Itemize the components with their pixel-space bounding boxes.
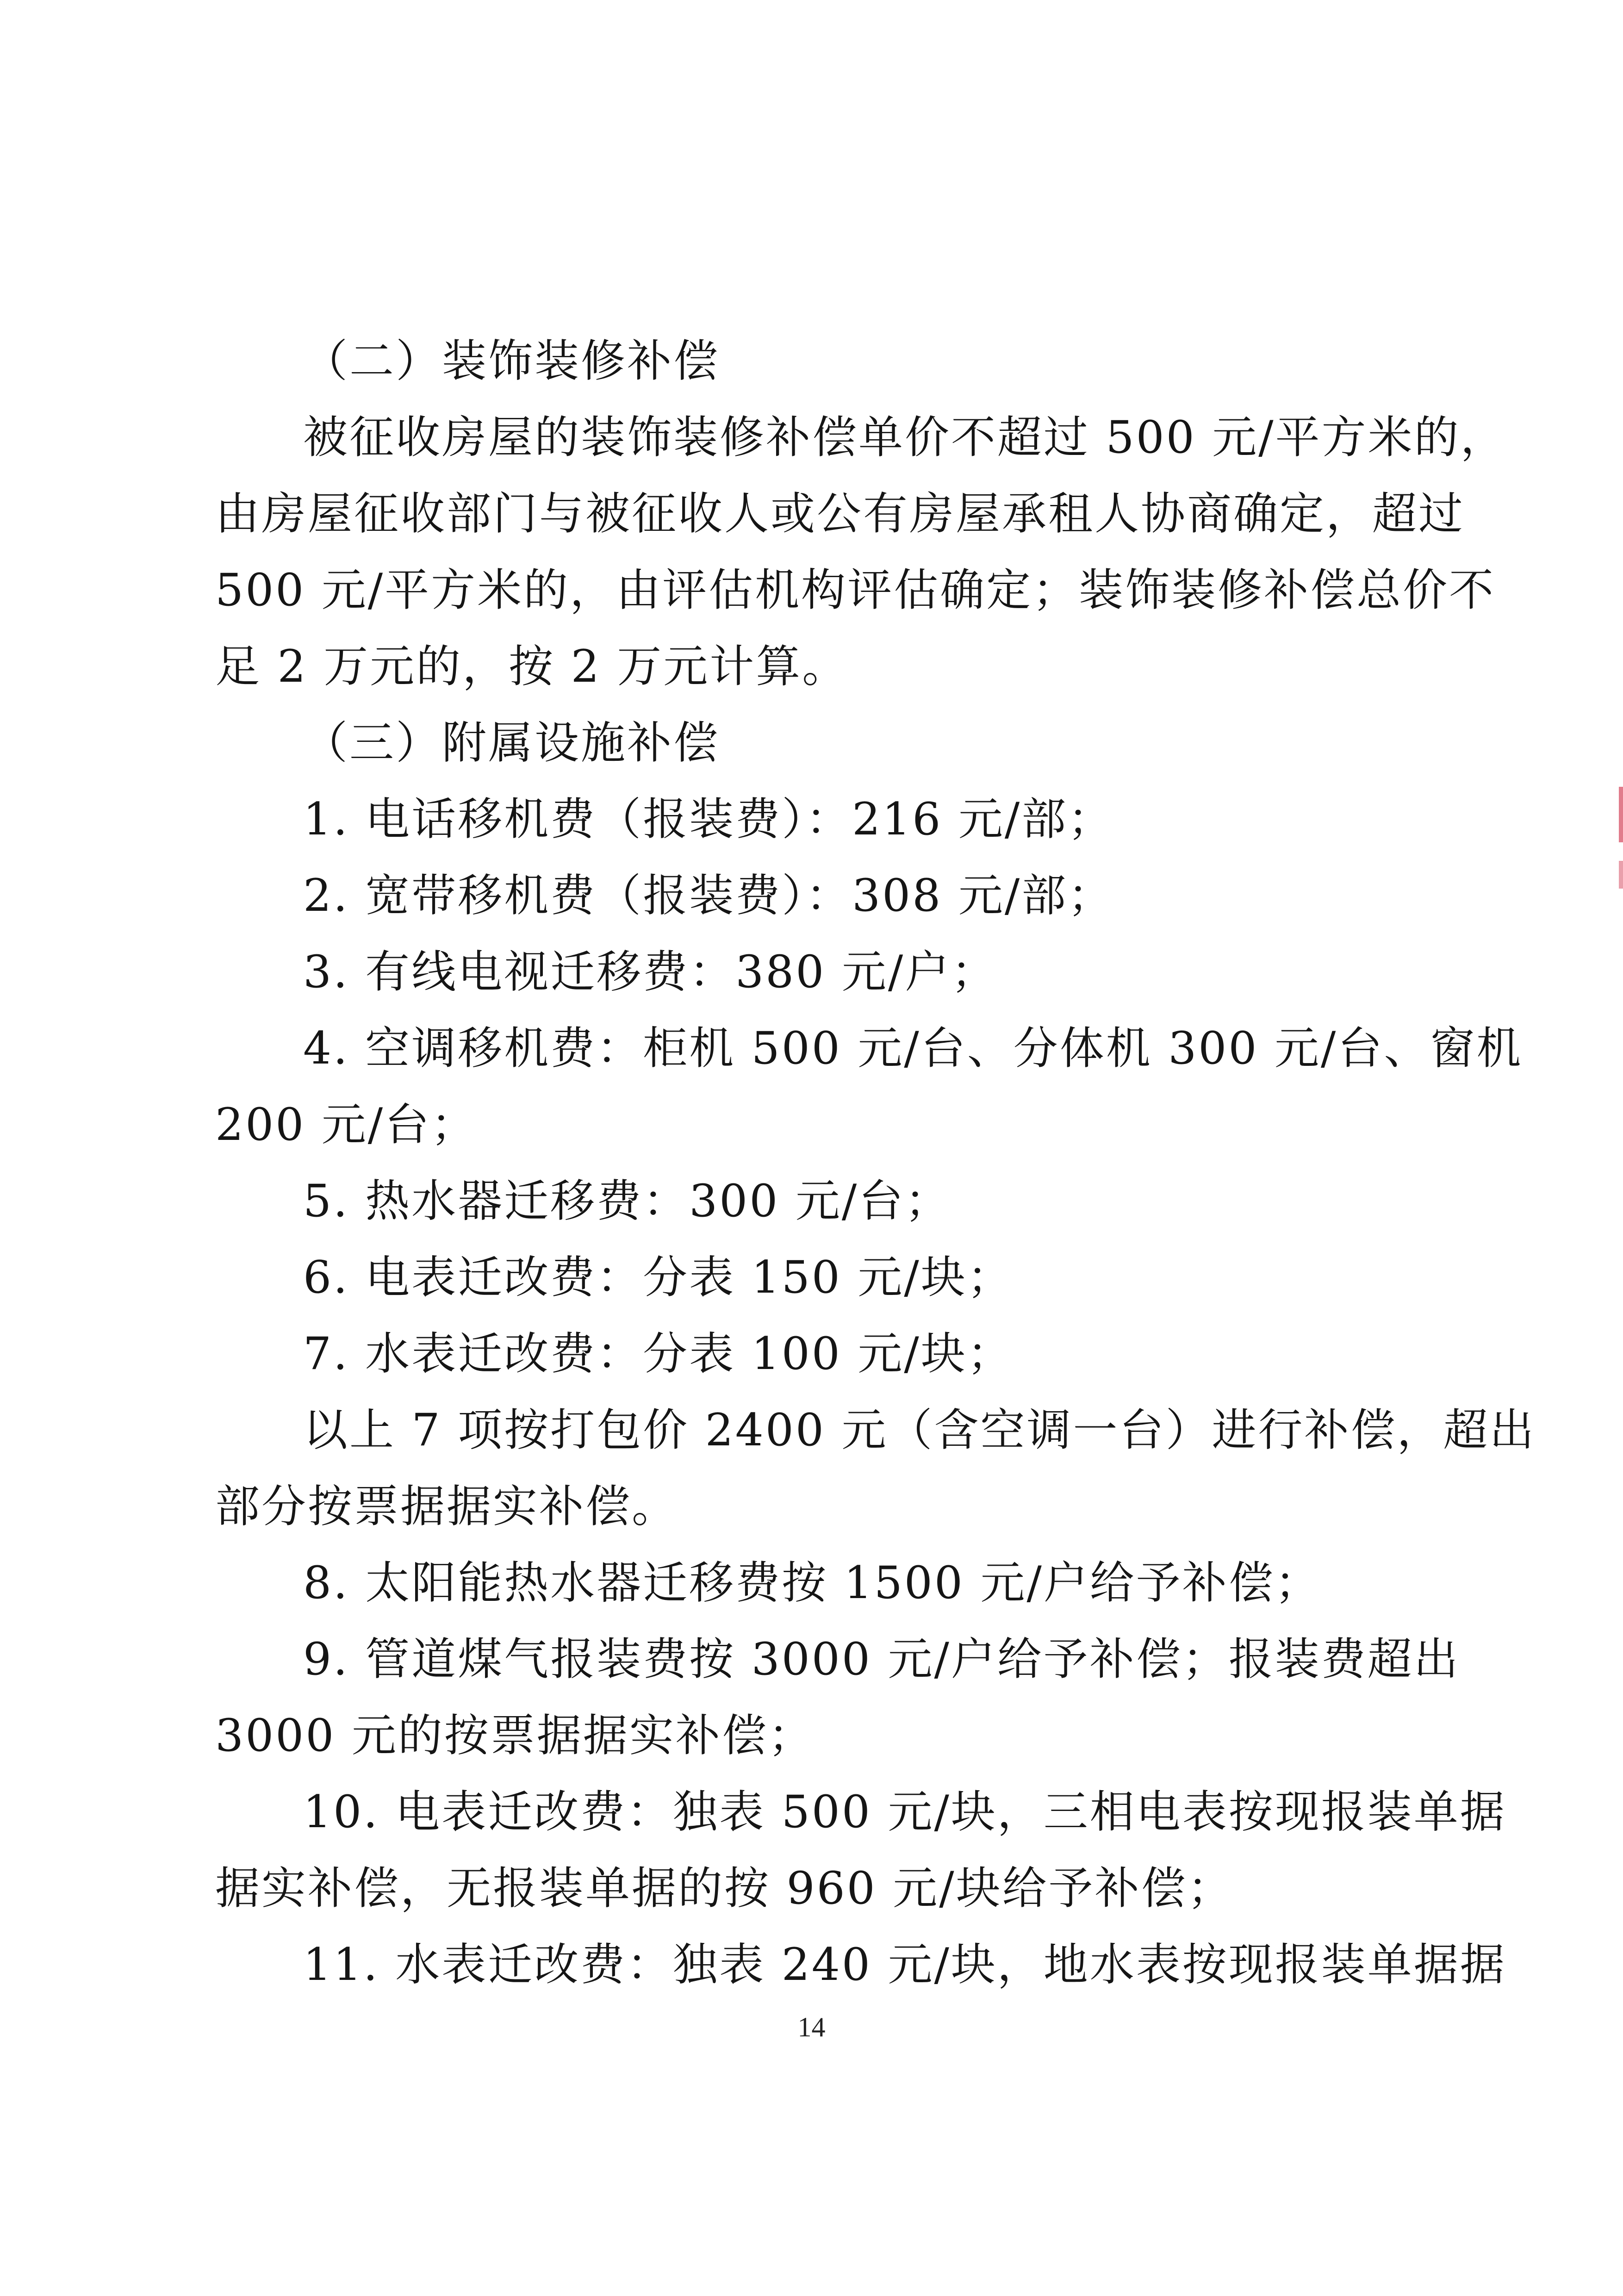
list-item: 5. 热水器迁移费：300 元/台； [303,1175,951,1227]
list-item-continuation: 据实补偿，无报装单据的按 960 元/块给予补偿； [215,1862,1234,1914]
list-item: 10. 电表迁改费：独表 500 元/块，三相电表按现报装单据 [303,1786,1506,1838]
scan-edge-mark [1619,787,1623,842]
list-item-continuation: 3000 元的按票据据实补偿； [215,1710,815,1761]
list-item: 1. 电话移机费（报装费）：216 元/部； [303,793,1114,845]
list-item: 9. 管道煤气报装费按 3000 元/户给予补偿；报装费超出 [303,1633,1460,1685]
list-item: 11. 水表迁改费：独表 240 元/块，地水表按现报装单据据 [303,1939,1506,1991]
list-item: 7. 水表迁改费：分表 100 元/块； [303,1328,1014,1380]
paragraph-line: 部分按票据据实补偿。 [215,1481,678,1532]
section-heading-decoration: （二）装饰装修补偿 [303,335,720,387]
paragraph-line: 500 元/平方米的，由评估机构评估确定；装饰装修补偿总价不 [215,564,1496,616]
page-number: 14 [797,2012,826,2042]
paragraph-line: 被征收房屋的装饰装修补偿单价不超过 500 元/平方米的， [303,411,1507,463]
list-item: 6. 电表迁改费：分表 150 元/块； [303,1251,1014,1303]
list-item: 3. 有线电视迁移费：380 元/户； [303,946,998,998]
list-item: 8. 太阳能热水器迁移费按 1500 元/户给予补偿； [303,1557,1321,1609]
list-item: 4. 空调移机费：柜机 500 元/台、分体机 300 元/台、窗机 [303,1022,1523,1074]
paragraph-line: 足 2 万元的，按 2 万元计算。 [215,641,849,692]
section-heading-facilities: （三）附属设施补偿 [303,717,720,769]
paragraph-line: 由房屋征收部门与被征收人或公有房屋承租人协商确定，超过 [215,488,1465,540]
list-item-continuation: 200 元/台； [215,1099,478,1151]
paragraph-line: 以上 7 项按打包价 2400 元（含空调一台）进行补偿，超出 [303,1404,1536,1456]
scan-edge-mark [1619,861,1623,889]
list-item: 2. 宽带移机费（报装费）：308 元/部； [303,870,1114,921]
